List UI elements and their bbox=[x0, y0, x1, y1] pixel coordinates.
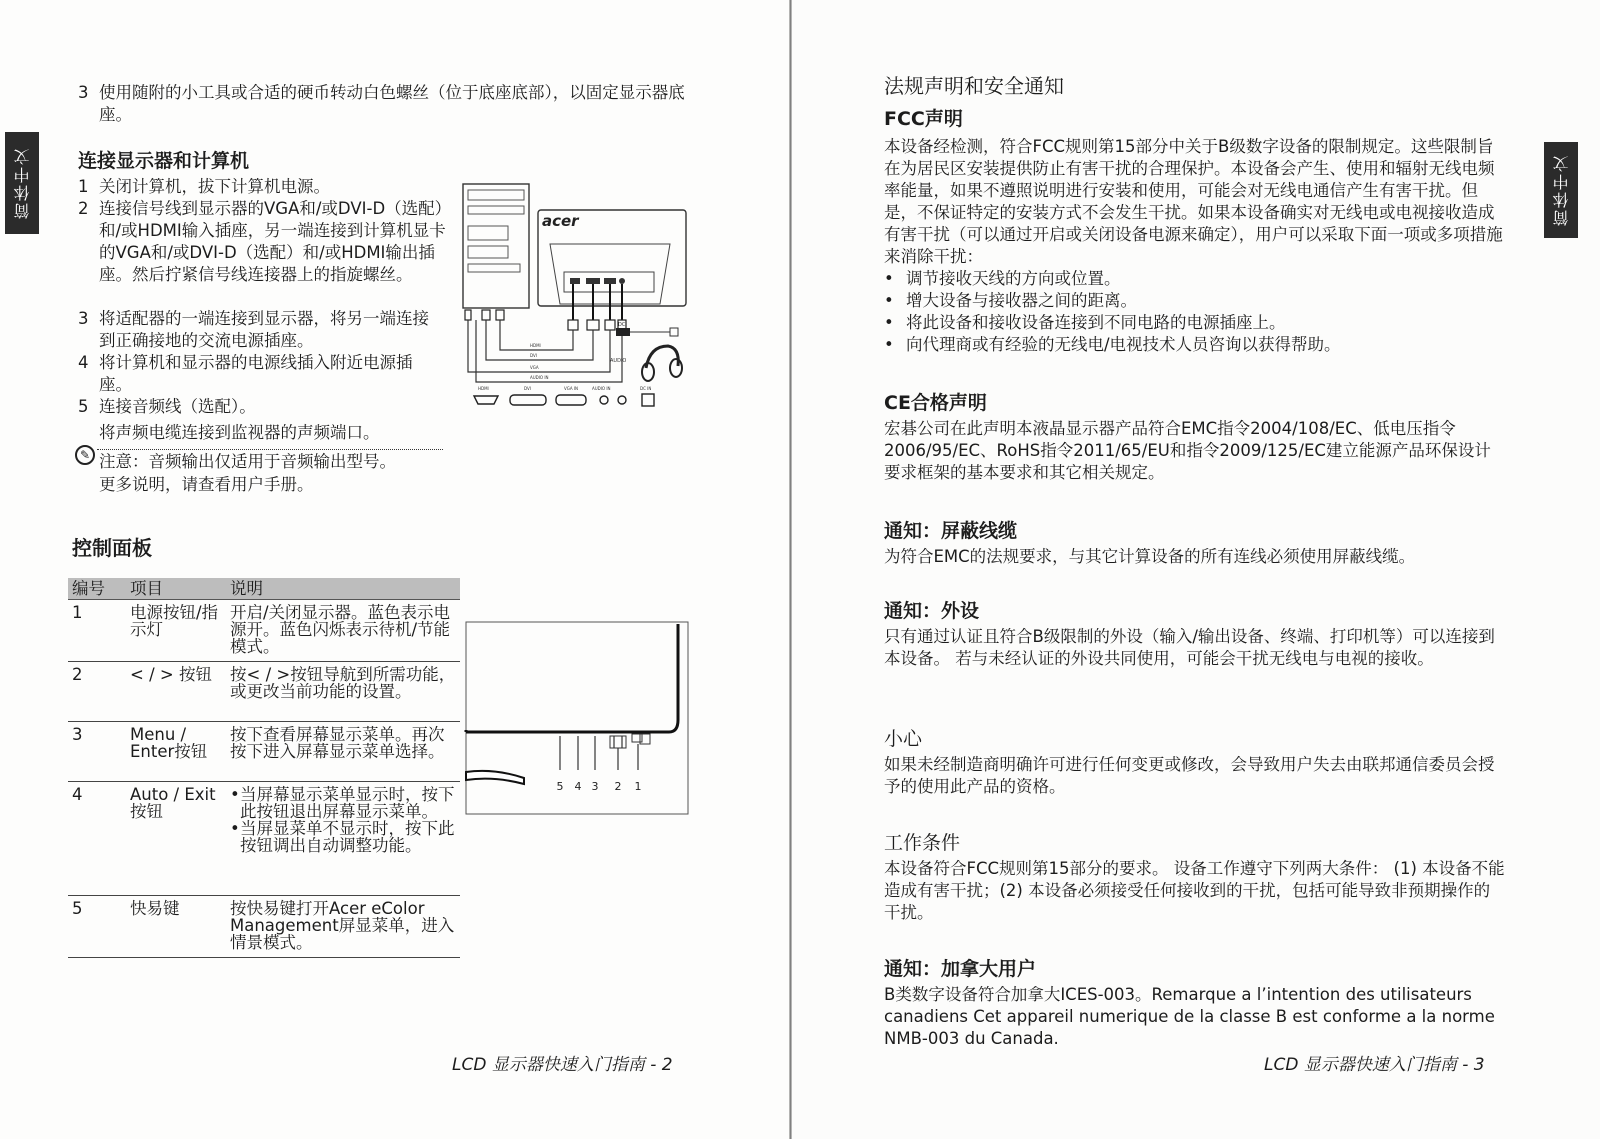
row-number: 2 bbox=[68, 662, 126, 722]
cable-label-audio-in: AUDIO IN bbox=[530, 375, 549, 380]
table-row bbox=[68, 722, 460, 782]
description-bullet: • 当屏幕显示菜单显示时，按下此按钮退出屏幕显示菜单。 bbox=[230, 786, 456, 820]
connect-step-number: 5 bbox=[78, 397, 89, 416]
shield-heading: 通知：屏蔽线缆 bbox=[884, 520, 1018, 542]
port-label-hdmi: HDMI bbox=[478, 386, 489, 391]
note-text: 注意：音频输出仅适用于音频输出型号。 bbox=[99, 452, 396, 471]
fcc-bullet: • 向代理商或有经验的无线电/电视技术人员咨询以获得帮助。 bbox=[884, 334, 1506, 356]
port-label-dvi: DVI bbox=[524, 386, 531, 391]
language-tab-right: 简体中文 bbox=[1544, 142, 1578, 238]
row-description: 开启/关闭显示器。蓝色表示电源开。蓝色闪烁表示待机/节能模式。 bbox=[226, 600, 460, 662]
book-spine bbox=[789, 0, 792, 1139]
canada-heading: 通知：加拿大用户 bbox=[884, 958, 1037, 980]
page-footer-left: LCD 显示器快速入门指南 - 2 bbox=[452, 1055, 673, 1075]
row-item: Menu / Enter按钮 bbox=[126, 722, 226, 782]
connect-step-4: 将计算机和显示器的电源线插入附近电源插座。 bbox=[99, 353, 413, 394]
monitor-brand: acer bbox=[542, 212, 579, 230]
cable-label-dvi: DVI bbox=[530, 353, 537, 358]
col-header-item: 项目 bbox=[126, 578, 226, 600]
row-number: 5 bbox=[68, 896, 126, 958]
dc-label: DC bbox=[618, 322, 626, 328]
step3-text: 使用随附的小工具或合适的硬币转动白色螺丝（位于底座底部），以固定显示器底座。 bbox=[99, 83, 685, 124]
canada-text: B类数字设备符合加拿大ICES-003。Remarque a l’intention des utilisateurs canadiens Cet appareil numerique de la classe B est conforme a la norme NMB-003 du Canada. bbox=[884, 985, 1495, 1048]
connect-step-1: 关闭计算机，拔下计算机电源。 bbox=[99, 177, 330, 196]
fcc-heading: FCC声明 bbox=[884, 108, 963, 130]
table-row bbox=[68, 600, 460, 662]
peripheral-text: 只有通过认证且符合B级限制的外设（输入/输出设备、终端、打印机等）可以连接到本设备。 若与未经认证的外设共同使用，可能会干扰无线电与电视的接收。 bbox=[884, 627, 1495, 668]
row-item: Auto / Exit按钮 bbox=[126, 782, 226, 896]
button-label-5: 5 bbox=[556, 780, 564, 793]
connect-step-2: 连接信号线到显示器的VGA和/或DVI-D（选配）和/或HDMI输入插座，另一端连接到计算机显卡的VGA和/或DVI-D（选配）和/或HDMI输出插座。然后拧紧信号线连接器上的指旋螺丝。 bbox=[99, 199, 446, 284]
table-row bbox=[68, 662, 460, 722]
fcc-bullet: • 调节接收天线的方向或位置。 bbox=[884, 268, 1506, 290]
row-description: 按下查看屏幕显示菜单。再次按下进入屏幕显示菜单选择。 bbox=[226, 722, 460, 782]
port-label-dc-in: DC IN bbox=[640, 386, 652, 391]
ce-text: 宏碁公司在此声明本液晶显示器产品符合EMC指令2004/108/EC、低电压指令2006/95/EC、RoHS指令2011/65/EU和指令2009/125/EC建立能源产品环保设计要求框架的基本要求和其它相关规定。 bbox=[884, 419, 1491, 482]
caution-heading: 小心 bbox=[884, 728, 923, 750]
caution-text: 如果未经制造商明确许可进行任何变更或修改，会导致用户失去由联邦通信委员会授予的使用此产品的资格。 bbox=[884, 755, 1495, 796]
ce-heading: CE合格声明 bbox=[884, 392, 987, 414]
note-divider bbox=[97, 449, 443, 450]
row-item: 电源按钮/指示灯 bbox=[126, 600, 226, 662]
shield-text: 为符合EMC的法规要求，与其它计算设备的所有连线必须使用屏蔽线缆。 bbox=[884, 547, 1416, 566]
note-more: 更多说明，请查看用户手册。 bbox=[99, 475, 314, 494]
language-tab-left: 简体中文 bbox=[5, 132, 39, 234]
control-panel-heading: 控制面板 bbox=[72, 536, 152, 560]
step3-number: 3 bbox=[78, 83, 89, 102]
fcc-text: 本设备经检测，符合FCC规则第15部分中关于B级数字设备的限制规定。这些限制旨在为居民区安装提供防止有害干扰的合理保护。本设备会产生、使用和辐射无线电频率能量，如果不遵照说明进行安装和使用，可能会对无线电通信产生有害干扰。但是，不保证特定的安装方式不会发生干扰。如果本设备确实对无线电或电视接收造成有害干扰（可以通过开启或关闭设备电源来确定），用户可以采取下面一项或多项措施来消除干扰： bbox=[884, 137, 1503, 266]
row-number: 4 bbox=[68, 782, 126, 896]
peripheral-heading: 通知：外设 bbox=[884, 600, 980, 622]
fcc-bullet-list bbox=[884, 268, 1506, 356]
conditions-text: 本设备符合FCC规则第15部分的要求。 设备工作遵守下列两大条件： (1) 本设备不能造成有害干扰；(2) 本设备必须接受任何接收到的干扰，包括可能导致非预期操作的干扰。 bbox=[884, 859, 1505, 922]
col-header-number: 编号 bbox=[68, 578, 126, 600]
conditions-heading: 工作条件 bbox=[884, 832, 961, 854]
connect-step-number: 4 bbox=[78, 353, 89, 372]
cable-label-vga: VGA bbox=[530, 365, 539, 370]
audio-label: AUDIO bbox=[610, 358, 627, 364]
cable-label-hdmi: HDMI bbox=[530, 343, 541, 348]
row-description bbox=[226, 782, 460, 896]
row-description: 按< / >按钮导航到所需功能，或更改当前功能的设置。 bbox=[226, 662, 460, 722]
table-row bbox=[68, 896, 460, 958]
port-label-audio-in: AUDIO IN bbox=[592, 386, 611, 391]
page-footer-right: LCD 显示器快速入门指南 - 3 bbox=[1264, 1055, 1485, 1075]
control-panel-table bbox=[68, 578, 460, 958]
button-label-4: 4 bbox=[574, 780, 582, 793]
regulatory-title: 法规声明和安全通知 bbox=[884, 74, 1064, 98]
row-number: 3 bbox=[68, 722, 126, 782]
connect-step-3: 将适配器的一端连接到显示器，将另一端连接到正确接地的交流电源插座。 bbox=[99, 309, 429, 350]
row-description: 按快易键打开Acer eColor Management屏显菜单，进入情景模式。 bbox=[226, 896, 460, 958]
button-label-3: 3 bbox=[591, 780, 599, 793]
description-bullet: • 当屏显菜单不显示时，按下此按钮调出自动调整功能。 bbox=[230, 820, 456, 854]
note-icon: ✎ bbox=[75, 445, 95, 465]
port-label-vga-in: VGA IN bbox=[564, 386, 579, 391]
col-header-description: 说明 bbox=[226, 578, 460, 600]
row-item: < / > 按钮 bbox=[126, 662, 226, 722]
connect-heading: 连接显示器和计算机 bbox=[78, 150, 250, 172]
button-label-1: 1 bbox=[634, 780, 642, 793]
connect-step-5: 连接音频线（选配）。 bbox=[99, 397, 256, 416]
row-item: 快易键 bbox=[126, 896, 226, 958]
audio-note: 将声频电缆连接到监视器的声频端口。 bbox=[99, 423, 380, 442]
connect-step-number: 3 bbox=[78, 309, 89, 328]
table-header-row bbox=[68, 578, 460, 600]
fcc-bullet: • 增大设备与接收器之间的距离。 bbox=[884, 290, 1506, 312]
row-number: 1 bbox=[68, 600, 126, 662]
control-panel-diagram bbox=[464, 620, 692, 818]
fcc-bullet: • 将此设备和接收设备连接到不同电路的电源插座上。 bbox=[884, 312, 1506, 334]
button-label-2: 2 bbox=[614, 780, 622, 793]
connection-diagram bbox=[460, 182, 690, 420]
table-row bbox=[68, 782, 460, 896]
connect-step-number: 2 bbox=[78, 199, 89, 218]
connect-step-number: 1 bbox=[78, 177, 89, 196]
